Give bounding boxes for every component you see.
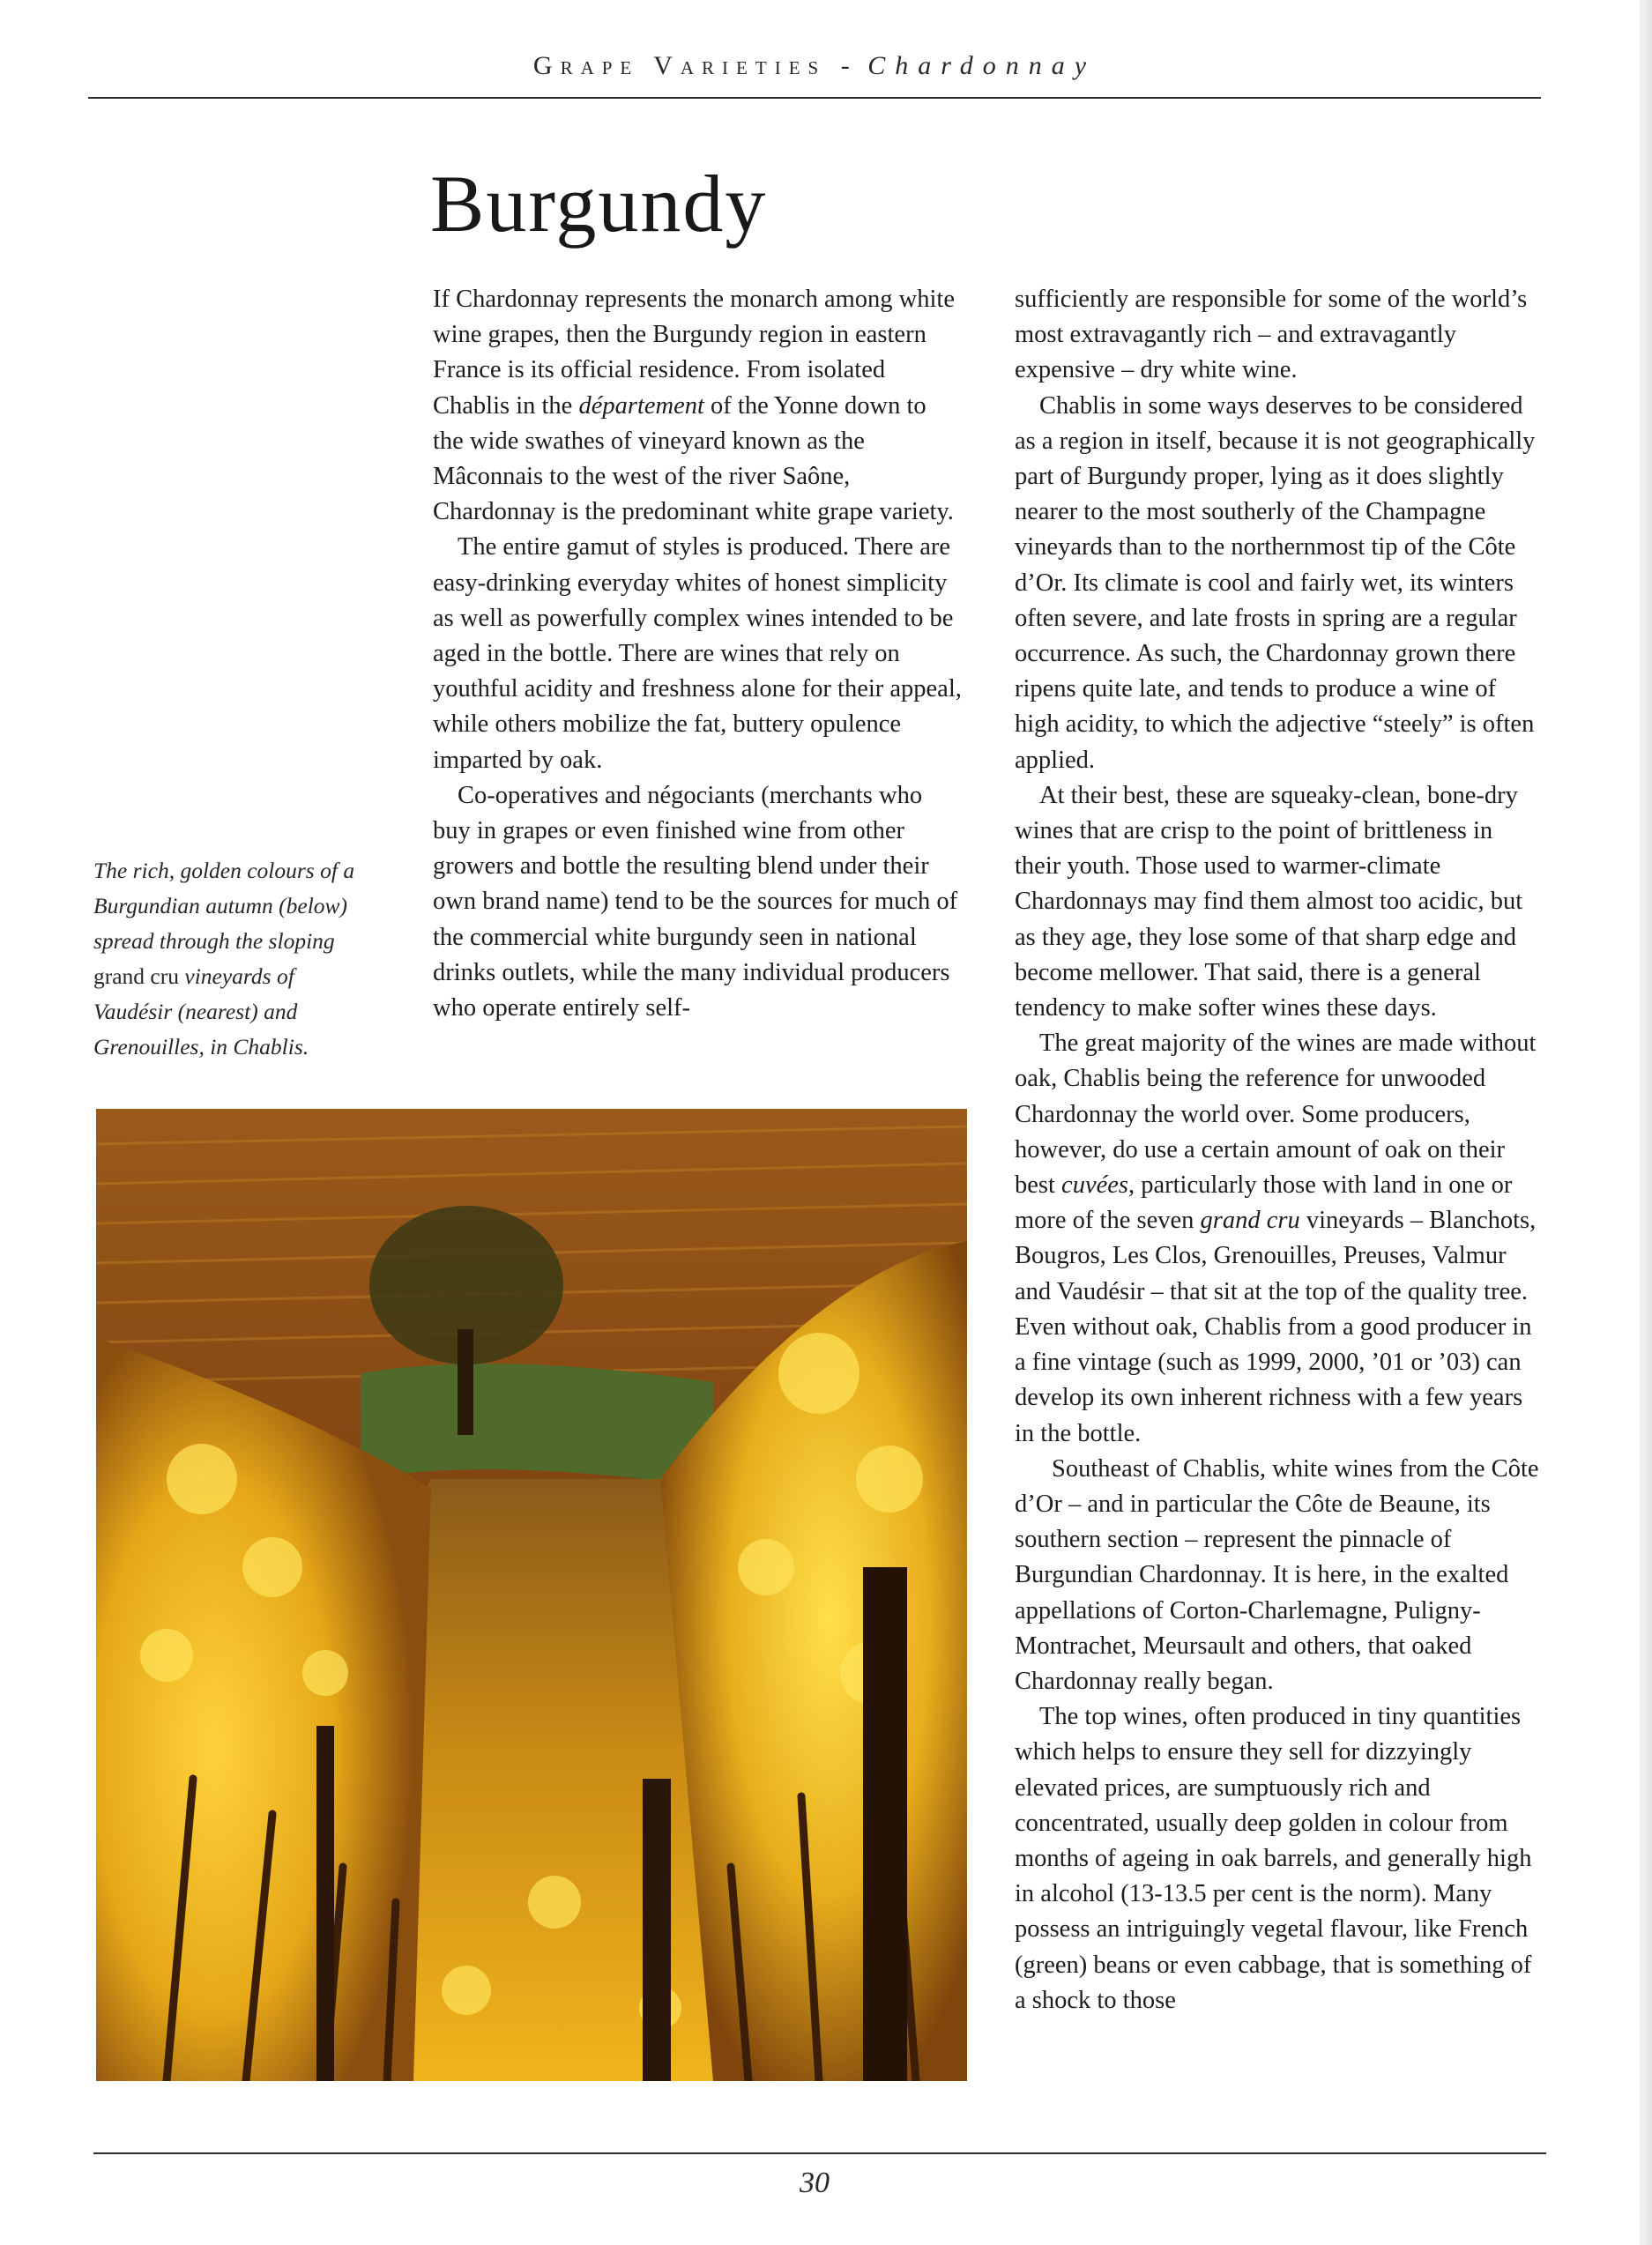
page-title: Burgundy <box>430 159 768 249</box>
photo-caption: The rich, golden colours of a Burgundian autumn (below) spread through the sloping grand cru vineyards of Vaudésir (nearest) and Grenouilles, in Chablis. <box>93 858 355 1059</box>
vineyard-illustration <box>96 1109 967 2081</box>
footer-rule <box>93 2152 1546 2154</box>
body-paragraph: At their best, these are squeaky-clean, bone-dry wines that are crisp to the point of brittleness in their youth. Those used to warmer-climate Chardonnays may find them almost too acidic, but as they age, they lose some of that sharp edge and become mellower. That said, there is a general tendency to make softer wines these days. <box>1015 781 1523 1022</box>
running-head-separator: - <box>840 51 853 80</box>
vine-post-shape <box>643 1779 671 2081</box>
vine-post-shape <box>863 1567 907 2081</box>
body-paragraph: Chablis in some ways deserves to be considered as a region in itself, because it is not geographically part of Burgundy proper, lying as it does slightly nearer to the most southerly of the Champagne vineyards than to the northernmost tip of the Côte d’Or. Its climate is cool and fairly wet, its winters often severe, and late frosts in spring are a regular occurrence. As such, the Chardonnay grown there ripens quite late, and tends to produce a wine of high acidity, to which the adjective “steely” is often applied. <box>1015 391 1536 774</box>
page-number: 30 <box>800 2167 830 2199</box>
body-paragraph: Southeast of Chablis, white wines from the Côte d’Or – and in particular the Côte de Beaune, its southern section – represent the pinnacle of Burgundian Chardonnay. It is here, in the exalted appellations of Corton-Charlemagne, Puligny-Montrachet, Meursault and others, that oaked Chardonnay really began. <box>1015 1454 1539 1695</box>
body-column-2 <box>1015 282 1542 2018</box>
body-column-1 <box>433 282 962 1026</box>
running-head <box>88 51 1541 81</box>
tree-trunk-shape <box>458 1329 473 1435</box>
page-edge <box>1640 0 1652 2245</box>
body-paragraph: The entire gamut of styles is produced. There are easy-drinking everyday whites of honest simplicity as well as powerfully complex wines intended to be aged in the bottle. There are wines that rely on youthful acidity and freshness alone for their appeal, while others mobilize the fat, buttery opulence imparted by oak. <box>433 533 962 774</box>
body-paragraph: If Chardonnay represents the monarch among white wine grapes, then the Burgundy region in eastern France is its official residence. From isolated Chablis in the département of the Yonne down to the wide swathes of vineyard known as the Mâconnais to the west of the river Saône, Chardonnay is the predominant white grape variety. <box>433 286 955 526</box>
running-head-section: Grape Varieties <box>532 51 827 80</box>
vineyard-photo <box>96 1109 967 2081</box>
body-paragraph: The top wines, often produced in tiny quantities which helps to ensure they sell for dizzyingly elevated prices, are sumptuously rich and concentrated, usually deep golden in colour from months of ageing in oak barrels, and generally high in alcohol (13-13.5 per cent is the norm). Many possess an intriguingly vegetal flavour, like French (green) beans or even cabbage, that is something of a shock to those <box>1015 1703 1532 2014</box>
running-head-subsection: Chardonnay <box>867 51 1097 80</box>
header-rule <box>88 97 1541 99</box>
green-meadow-shape <box>361 1364 713 1488</box>
body-paragraph: sufficiently are responsible for some of the world’s most extravagantly rich – and extravagantly expensive – dry white wine. <box>1015 286 1528 384</box>
vine-post-shape <box>316 1726 334 2081</box>
body-paragraph: Co-operatives and négociants (merchants who buy in grapes or even finished wine from other growers and bottle the resulting blend under their own brand name) tend to be the sources for much of the commercial white burgundy seen in national drinks outlets, while the many individual producers who operate entirely self- <box>433 781 958 1022</box>
body-paragraph: The great majority of the wines are made without oak, Chablis being the reference for unwooded Chardonnay the world over. Some producers, however, do use a certain amount of oak on their best cuvées, particularly those with land in one or more of the seven grand cru vineyards – Blanchots, Bougros, Les Clos, Grenouilles, Preuses, Valmur and Vaudésir – that sit at the top of the quality tree. Even without oak, Chablis from a good producer in a fine vintage (such as 1999, 2000, ’01 or ’03) can develop its own inherent richness with a few years in the bottle. <box>1015 1030 1537 1447</box>
